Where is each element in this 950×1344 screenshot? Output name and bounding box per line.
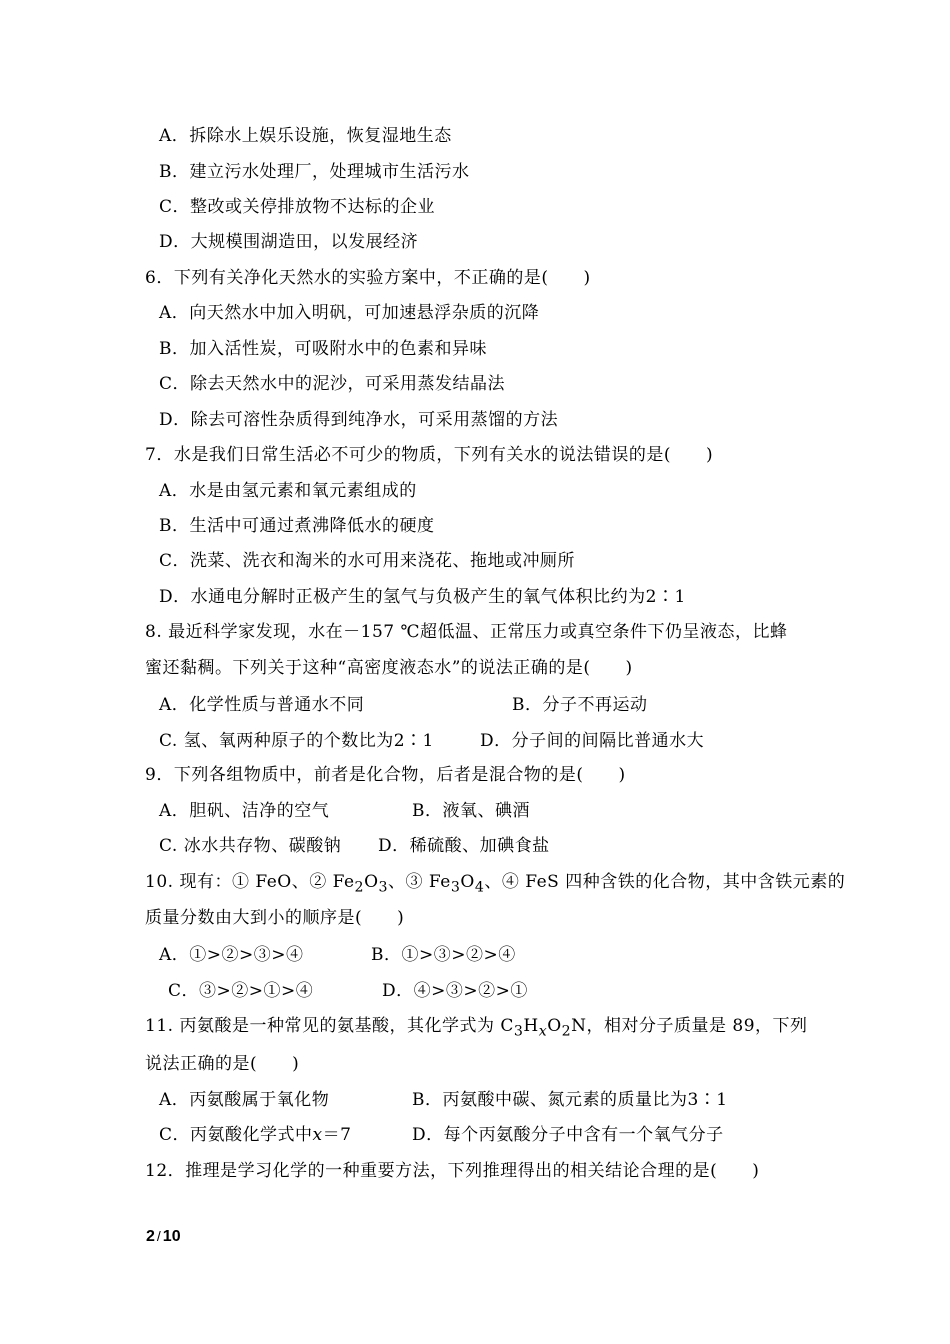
q9-option-d: D．稀硫酸、加碘食盐: [378, 836, 550, 856]
q7-option-d: D．水通电分解时正极产生的氢气与负极产生的氧气体积比约为2∶1: [159, 587, 686, 607]
q5-option-a: A．拆除水上娱乐设施，恢复湿地生态: [159, 126, 452, 146]
question-11-line-2: 说法正确的是( ): [145, 1054, 300, 1074]
q5-option-c: C．整改或关停排放物不达标的企业: [159, 197, 436, 217]
q7-option-c: C．洗菜、洗衣和淘米的水可用来浇花、拖地或冲厕所: [159, 551, 576, 571]
question-10-line-2: 质量分数由大到小的顺序是( ): [145, 908, 405, 928]
q6-option-d: D．除去可溶性杂质得到纯净水，可采用蒸馏的方法: [159, 410, 559, 430]
question-7: 7．水是我们日常生活必不可少的物质，下列有关水的说法错误的是( ): [145, 445, 714, 465]
q9-option-a: A．胆矾、洁净的空气: [159, 801, 330, 821]
question-10-line-1: 10. 现有：① FeO、② $Fe_2O_3$、③ $Fe_3O_4$、④ FeS 四种含铁的化合物，其中含铁元素的: [145, 872, 846, 896]
q11-option-a: A．丙氨酸属于氧化物: [159, 1090, 330, 1110]
q11-option-b: B．丙氨酸中碳、氮元素的质量比为3∶1: [412, 1090, 728, 1110]
q10-option-d: D．④>③>②>①: [382, 981, 528, 1001]
q11-option-c: C．丙氨酸化学式中x＝7: [159, 1125, 352, 1145]
q10-option-a: A．①>②>③>④: [159, 945, 304, 965]
q8-option-b: B．分子不再运动: [512, 695, 648, 715]
question-12: 12．推理是学习化学的一种重要方法，下列推理得出的相关结论合理的是( ): [145, 1161, 760, 1181]
question-8-line-1: 8. 最近科学家发现，水在－157 ℃超低温、正常压力或真空条件下仍呈液态，比蜂: [145, 622, 788, 642]
q6-option-b: B．加入活性炭，可吸附水中的色素和异味: [159, 339, 487, 359]
q7-option-b: B．生活中可通过煮沸降低水的硬度: [159, 516, 435, 536]
q11-option-d: D．每个丙氨酸分子中含有一个氧气分子: [412, 1125, 724, 1145]
question-8-line-2: 蜜还黏稠。下列关于这种“高密度液态水”的说法正确的是( ): [145, 658, 633, 678]
q6-option-a: A．向天然水中加入明矾，可加速悬浮杂质的沉降: [159, 303, 540, 323]
q6-option-c: C．除去天然水中的泥沙，可采用蒸发结晶法: [159, 374, 506, 394]
page-separator: /: [156, 1228, 161, 1244]
question-9: 9．下列各组物质中，前者是化合物，后者是混合物的是( ): [145, 765, 626, 785]
question-6: 6．下列有关净化天然水的实验方案中，不正确的是( ): [145, 268, 591, 288]
current-page: 2: [146, 1228, 155, 1245]
q5-option-b: B．建立污水处理厂，处理城市生活污水: [159, 162, 470, 182]
q9-option-b: B．液氧、碘酒: [412, 801, 530, 821]
q10-option-b: B．①>③>②>④: [371, 945, 516, 965]
q9-option-c: C. 冰水共存物、碳酸钠: [159, 836, 342, 856]
q10-option-c: C．③>②>①>④: [168, 981, 314, 1001]
question-11-line-1: 11. 丙氨酸是一种常见的氨基酸，其化学式为 $C_3H_xO_2N$，相对分子质量是 89，下列: [145, 1016, 808, 1040]
q7-option-a: A．水是由氢元素和氧元素组成的: [159, 481, 417, 501]
q8-option-d: D．分子间的间隔比普通水大: [480, 731, 705, 751]
total-pages: 10: [162, 1228, 181, 1245]
q8-option-c: C. 氢、氧两种原子的个数比为2∶1: [159, 731, 434, 751]
page-number: [146, 1228, 181, 1246]
q8-option-a: A．化学性质与普通水不同: [159, 695, 365, 715]
q5-option-d: D．大规模围湖造田，以发展经济: [159, 232, 419, 252]
